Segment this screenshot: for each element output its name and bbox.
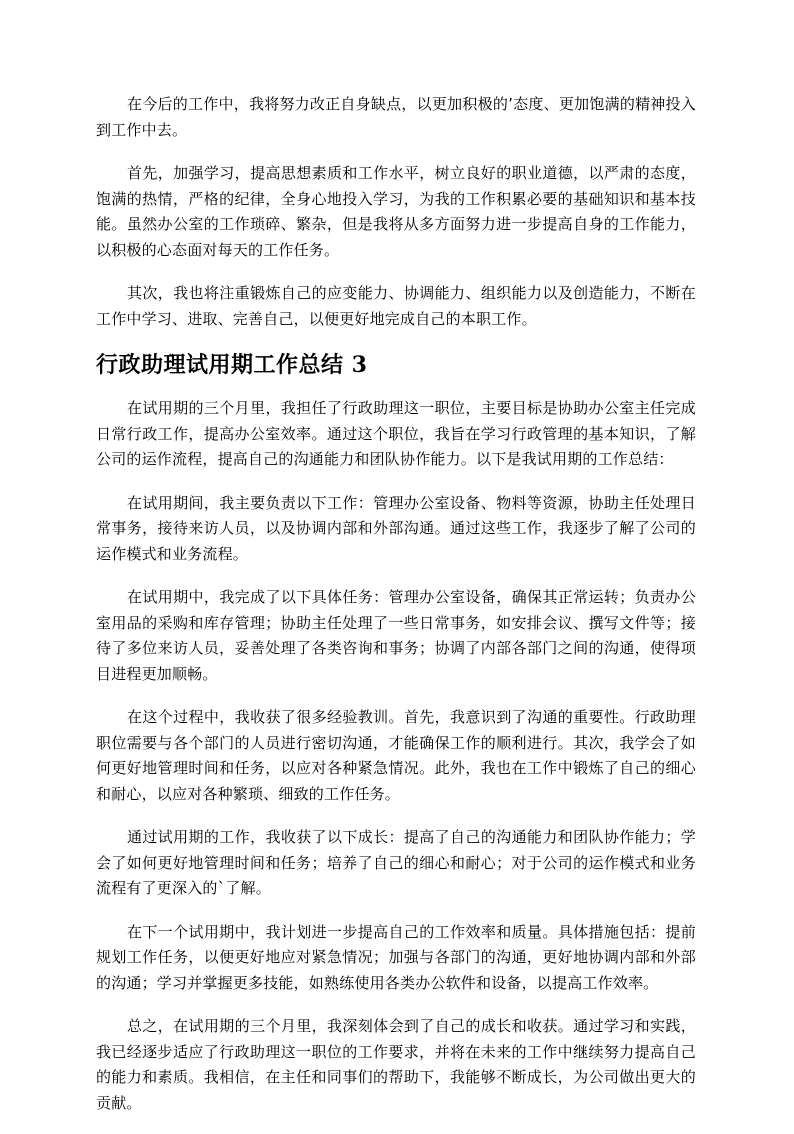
summary-paragraph-2: 在试用期间，我主要负责以下工作：管理办公室设备、物料等资源，协助主任处理日常事务，接待来访人员，以及协调内部和外部沟通。通过这些工作，我逐步了解了公司的运作模式和业务流程。 — [96, 493, 696, 563]
intro-paragraph-3: 其次，我也将注重锻炼自己的应变能力、协调能力、组织能力以及创造能力，不断在工作中学习、进取、完善自己，以便更好地完成自己的本职工作。 — [96, 284, 696, 328]
intro-paragraph-1: 在今后的工作中，我将努力改正自身缺点，以更加积极的’态度、更加饱满的精神投入到工作中去。 — [96, 95, 696, 139]
intro-paragraph-2: 首先，加强学习，提高思想素质和工作水平，树立良好的职业道德，以严肃的态度，饱满的热情，严格的纪律，全身心地投入学习，为我的工作积累必要的基础知识和基本技能。虽然办公室的工作琐碎、繁杂，但是我将从多方面努力进一步提高自身的工作能力，以积极的心态面对每天的工作任务。 — [96, 164, 696, 259]
section-heading: 行政助理试用期工作总结 3 — [96, 352, 368, 378]
summary-paragraph-3: 在试用期中，我完成了以下具体任务：管理办公室设备，确保其正常运转；负责办公室用品的采购和库存管理；协助主任处理了一些日常事务，如安排会议、撰写文件等；接待了多位来访人员，妥善处理了各类咨询和事务；协调了内部各部门之间的沟通，使得项目进程更加顺畅。 — [96, 588, 696, 683]
summary-paragraph-1: 在试用期的三个月里，我担任了行政助理这一职位，主要目标是协助办公室主任完成日常行政工作，提高办公室效率。通过这个职位，我旨在学习行政管理的基本知识，了解公司的运作流程，提高自己的沟通能力和团队协作能力。以下是我试用期的工作总结： — [96, 399, 696, 468]
summary-paragraph-6: 在下一个试用期中，我计划进一步提高自己的工作效率和质量。具体措施包括：提前规划工作任务，以便更好地应对紧急情况；加强与各部门的沟通，更好地协调内部和外部的沟通；学习并掌握更多技能，如熟练使用各类办公软件和设备，以提高工作效率。 — [96, 922, 696, 992]
summary-paragraph-7: 总之，在试用期的三个月里，我深刻体会到了自己的成长和收获。通过学习和实践，我已经逐步适应了行政助理这一职位的工作要求，并将在未来的工作中继续努力提高自己的能力和素质。我相信，在主任和同事们的帮助下，我能够不断成长，为公司做出更大的贡献。 — [96, 1017, 696, 1112]
summary-paragraph-4: 在这个过程中，我收获了很多经验教训。首先，我意识到了沟通的重要性。行政助理职位需要与各个部门的人员进行密切沟通，才能确保工作的顺利进行。其次，我学会了如何更好地管理时间和任务，以应对各种紧急情况。此外，我也在工作中锻炼了自己的细心和耐心，以应对各种繁琐、细致的工作任务。 — [96, 708, 696, 803]
summary-paragraph-5: 通过试用期的工作，我收获了以下成长：提高了自己的沟通能力和团队协作能力；学会了如何更好地管理时间和任务；培养了自己的细心和耐心；对于公司的运作模式和业务流程有了更深入的`了解。 — [96, 828, 696, 897]
document-page — [96, 92, 696, 1134]
